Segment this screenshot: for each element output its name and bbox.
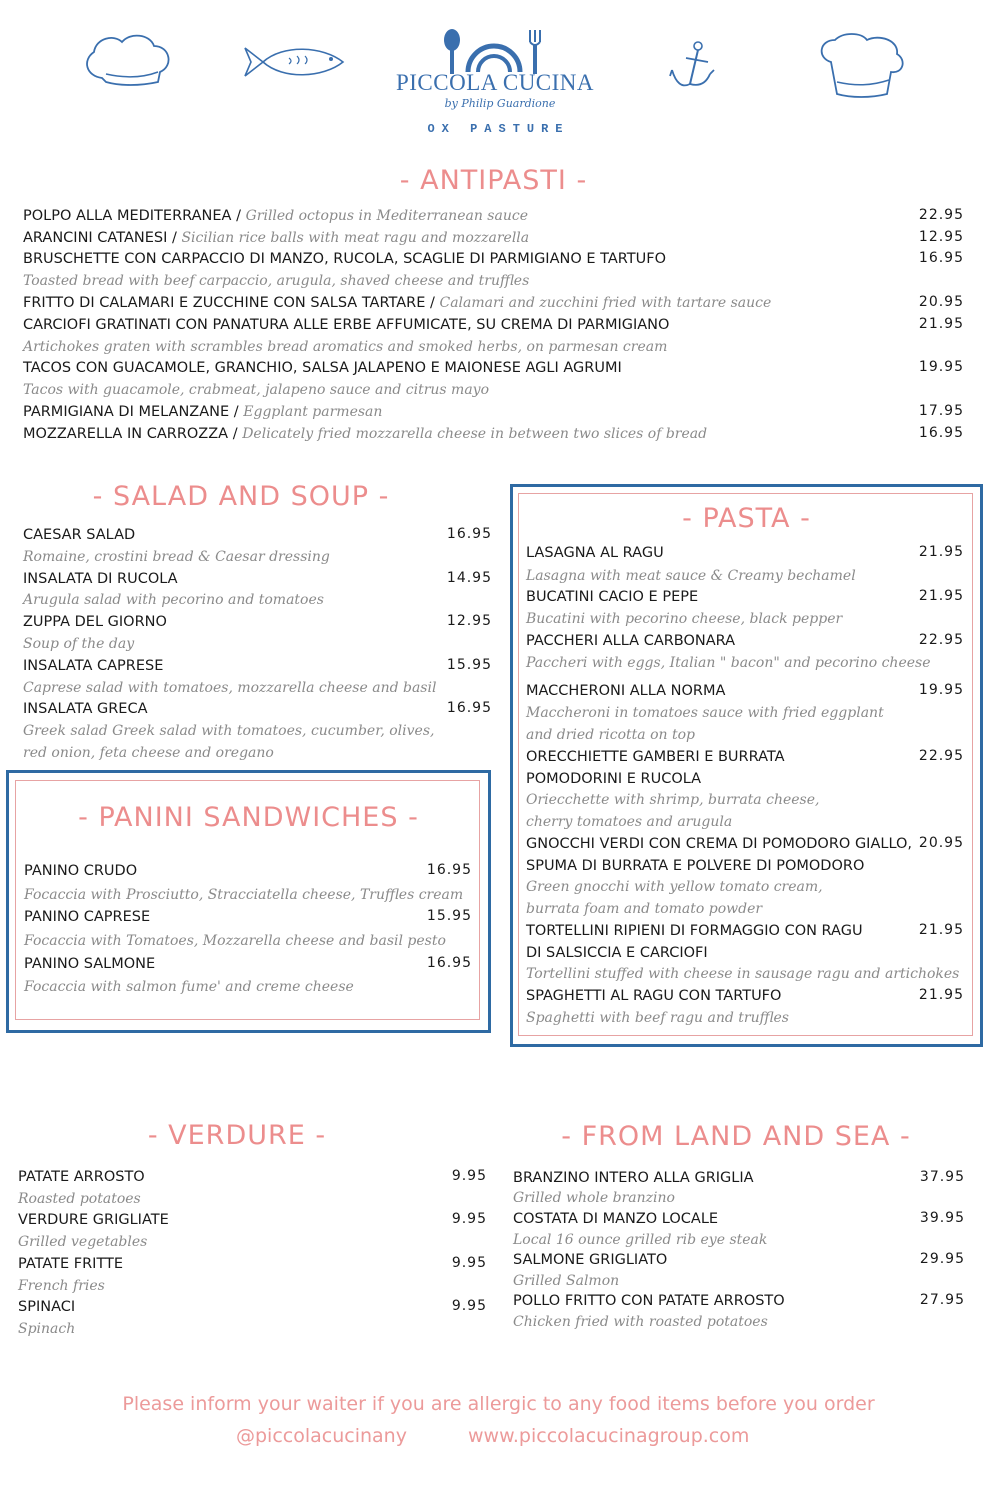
- item-description: burrata foam and tomato powder: [526, 901, 763, 917]
- logo-title: PICCOLA CUCINA: [395, 70, 595, 95]
- menu-item-description: [526, 964, 959, 984]
- menu-item: [526, 681, 725, 701]
- item-description: Soup of the day: [23, 636, 135, 652]
- item-price: 21.95: [918, 922, 964, 938]
- item-name: TORTELLINI RIPIENI DI FORMAGGIO CON RAGU: [526, 923, 863, 939]
- menu-item: [513, 1291, 785, 1311]
- item-price: 16.95: [918, 250, 964, 266]
- item-price: 22.95: [918, 207, 964, 223]
- menu-item-description: [23, 721, 434, 741]
- item-price: 27.95: [919, 1292, 965, 1308]
- item-description: Delicately fried mozzarella cheese in between two slices of bread: [242, 426, 708, 442]
- item-name: BRANZINO INTERO ALLA GRIGLIA: [513, 1170, 754, 1186]
- menu-item-description: [513, 1271, 619, 1291]
- item-description: Calamari and zucchini fried with tartare sauce: [439, 295, 772, 311]
- item-price: 16.95: [426, 955, 472, 971]
- item-name: MACCHERONI ALLA NORMA: [526, 683, 726, 699]
- item-description: cherry tomatoes and arugula: [526, 814, 733, 830]
- item-description: Arugula salad with pecorino and tomatoes: [23, 592, 324, 608]
- item-name: ZUPPA DEL GIORNO: [23, 614, 167, 630]
- item-name: PARMIGIANA DI MELANZANE /: [23, 404, 244, 420]
- menu-item-description: [23, 743, 274, 763]
- menu-item: [526, 943, 708, 963]
- item-price: 17.95: [918, 403, 964, 419]
- item-description: red onion, feta cheese and oregano: [23, 745, 274, 761]
- item-name: PANINO CAPRESE: [24, 909, 151, 925]
- item-name: ORECCHIETTE GAMBERI E BURRATA: [526, 749, 785, 765]
- item-price: 16.95: [918, 425, 964, 441]
- item-name: POMODORINI E RUCOLA: [526, 771, 702, 787]
- item-name: PACCHERI ALLA CARBONARA: [526, 633, 736, 649]
- item-price: 22.95: [918, 632, 964, 648]
- item-description: Grilled octopus in Mediterranean sauce: [245, 208, 528, 224]
- item-description: Local 16 ounce grilled rib eye steak: [513, 1232, 768, 1248]
- item-price: 20.95: [918, 835, 964, 851]
- item-description: Greek salad Greek salad with tomatoes, cucumber, olives,: [23, 723, 435, 739]
- antipasti-title: - ANTIPASTI -: [399, 165, 588, 196]
- item-name: BUCATINI CACIO E PEPE: [526, 589, 699, 605]
- item-name: SALMONE GRIGLIATO: [513, 1252, 668, 1268]
- item-price: 39.95: [919, 1210, 965, 1226]
- item-description: Eggplant parmesan: [243, 404, 383, 420]
- item-name: ARANCINI CATANESI /: [23, 230, 182, 246]
- menu-item-description: [526, 877, 823, 897]
- item-price: 15.95: [426, 908, 472, 924]
- menu-item-description: [23, 337, 667, 357]
- item-price: 16.95: [446, 700, 492, 716]
- item-name: FRITTO DI CALAMARI E ZUCCHINE CON SALSA TARTARE /: [23, 295, 440, 311]
- item-description: Lasagna with meat sauce & Creamy bechamel: [526, 568, 856, 584]
- utensils-plate-icon: [438, 28, 550, 76]
- item-description: Romaine, crostini bread & Caesar dressing: [23, 549, 330, 565]
- item-price: 16.95: [446, 526, 492, 542]
- menu-item: [23, 424, 707, 444]
- menu-item-description: [526, 703, 884, 723]
- menu-item: [526, 921, 863, 941]
- item-description: Sicilian rice balls with meat ragu and mozzarella: [181, 230, 530, 246]
- item-description: Spinach: [18, 1321, 76, 1337]
- menu-item: [513, 1250, 667, 1270]
- menu-item-description: [526, 653, 931, 673]
- menu-item: [23, 612, 167, 632]
- item-description: Roasted potatoes: [18, 1191, 141, 1207]
- item-description: Chicken fried with roasted potatoes: [513, 1314, 768, 1330]
- menu-item-description: [526, 812, 732, 832]
- item-name: PANINO SALMONE: [24, 956, 156, 972]
- item-name: VERDURE GRIGLIATE: [18, 1212, 169, 1228]
- fish-icon: [243, 42, 347, 82]
- salad-soup-title: - SALAD AND SOUP -: [92, 481, 390, 512]
- instagram-handle[interactable]: @piccolacucinany: [236, 1425, 407, 1447]
- menu-item: [526, 747, 785, 767]
- item-description: Paccheri with eggs, Italian " bacon" and pecorino cheese: [526, 655, 931, 671]
- item-description: Green gnocchi with yellow tomato cream,: [526, 879, 823, 895]
- website-link[interactable]: www.piccolacucinagroup.com: [468, 1425, 750, 1447]
- chef-hat-icon: [80, 30, 175, 90]
- menu-item-description: [18, 1276, 105, 1296]
- menu-item: [23, 315, 669, 335]
- chef-hat-icon: [815, 32, 910, 98]
- menu-item: [526, 986, 781, 1006]
- menu-item: [23, 206, 528, 226]
- item-description: Caprese salad with tomatoes, mozzarella cheese and basil: [23, 680, 437, 696]
- menu-item: [513, 1209, 718, 1229]
- item-price: 14.95: [446, 570, 492, 586]
- item-name: BRUSCHETTE CON CARPACCIO DI MANZO, RUCOLA, SCAGLIE DI PARMIGIANO E TARTUFO: [23, 251, 667, 267]
- menu-item-description: [18, 1189, 141, 1209]
- item-price: 9.95: [451, 1168, 487, 1184]
- item-name: GNOCCHI VERDI CON CREMA DI POMODORO GIALLO,: [526, 836, 913, 852]
- land-sea-title: - FROM LAND AND SEA -: [561, 1121, 911, 1152]
- item-description: Tacos with guacamole, crabmeat, jalapeno sauce and citrus mayo: [23, 382, 490, 398]
- item-price: 9.95: [451, 1211, 487, 1227]
- item-price: 29.95: [919, 1251, 965, 1267]
- menu-item-description: [24, 885, 463, 905]
- item-price: 21.95: [918, 987, 964, 1003]
- item-price: 15.95: [446, 657, 492, 673]
- item-name: TACOS CON GUACAMOLE, GRANCHIO, SALSA JALAPENO E MAIONESE AGLI AGRUMI: [23, 360, 622, 376]
- item-price: 12.95: [918, 229, 964, 245]
- item-description: Grilled vegetables: [18, 1234, 148, 1250]
- item-description: Grilled Salmon: [513, 1273, 620, 1289]
- item-name: POLLO FRITTO CON PATATE ARROSTO: [513, 1293, 785, 1309]
- menu-item-description: [526, 790, 819, 810]
- item-description: Artichokes graten with scrambles bread aromatics and smoked herbs, on parmesan cream: [23, 339, 668, 355]
- item-price: 20.95: [918, 294, 964, 310]
- item-name: LASAGNA AL RAGU: [526, 545, 664, 561]
- menu-item-description: [24, 931, 446, 951]
- item-description: Oriecchette with shrimp, burrata cheese,: [526, 792, 820, 808]
- menu-item: [23, 402, 382, 422]
- item-name: MOZZARELLA IN CARROZZA /: [23, 426, 243, 442]
- menu-item: [23, 656, 163, 676]
- item-name: PATATE ARROSTO: [18, 1169, 145, 1185]
- menu-item: [24, 954, 155, 974]
- item-description: French fries: [18, 1278, 105, 1294]
- item-name: SPAGHETTI AL RAGU CON TARTUFO: [526, 988, 782, 1004]
- menu-item-description: [23, 271, 529, 291]
- item-name: SPINACI: [18, 1299, 76, 1315]
- item-description: Spaghetti with beef ragu and truffles: [526, 1010, 789, 1026]
- menu-item-description: [18, 1319, 75, 1339]
- menu-item-description: [526, 1008, 789, 1028]
- menu-item-description: [23, 634, 134, 654]
- item-price: 21.95: [918, 316, 964, 332]
- item-name: CARCIOFI GRATINATI CON PANATURA ALLE ERBE AFFUMICATE, SU CREMA DI PARMIGIANO: [23, 317, 670, 333]
- menu-item-description: [526, 725, 695, 745]
- menu-item: [24, 861, 137, 881]
- menu-item: [23, 293, 771, 313]
- menu-item: [23, 228, 529, 248]
- menu-item: [23, 525, 135, 545]
- item-description: Tortellini stuffed with cheese in sausage ragu and artichokes: [526, 966, 960, 982]
- menu-item-description: [513, 1312, 768, 1332]
- menu-item: [23, 358, 622, 378]
- item-description: Maccheroni in tomatoes sauce with fried eggplant: [526, 705, 884, 721]
- menu-item-description: [23, 678, 436, 698]
- menu-item: [526, 856, 864, 876]
- menu-item: [18, 1254, 123, 1274]
- item-name: POLPO ALLA MEDITERRANEA /: [23, 208, 246, 224]
- panini-title: - PANINI SANDWICHES -: [78, 802, 419, 833]
- verdure-title: - VERDURE -: [147, 1120, 327, 1151]
- menu-item-description: [23, 380, 489, 400]
- item-description: Focaccia with Tomatoes, Mozzarella cheese and basil pesto: [24, 933, 446, 949]
- item-name: PANINO CRUDO: [24, 863, 138, 879]
- menu-item-description: [513, 1188, 675, 1208]
- item-price: 21.95: [918, 588, 964, 604]
- menu-item: [24, 907, 150, 927]
- menu-item-description: [23, 547, 330, 567]
- item-description: Grilled whole branzino: [513, 1190, 675, 1206]
- menu-item-description: [513, 1230, 767, 1250]
- item-price: 37.95: [919, 1169, 965, 1185]
- item-name: INSALATA DI RUCOLA: [23, 571, 178, 587]
- item-name: INSALATA GRECA: [23, 701, 148, 717]
- menu-item: [526, 543, 664, 563]
- item-name: COSTATA DI MANZO LOCALE: [513, 1211, 719, 1227]
- item-price: 19.95: [918, 682, 964, 698]
- menu-item: [23, 569, 178, 589]
- item-description: Bucatini with pecorino cheese, black pepper: [526, 611, 843, 627]
- item-price: 19.95: [918, 359, 964, 375]
- item-description: Focaccia with salmon fume' and creme cheese: [24, 979, 354, 995]
- item-description: Toasted bread with beef carpaccio, arugula, shaved cheese and truffles: [23, 273, 530, 289]
- item-description: Focaccia with Prosciutto, Stracciatella cheese, Truffles cream: [24, 887, 464, 903]
- menu-item: [526, 834, 912, 854]
- allergy-notice: Please inform your waiter if you are allergic to any food items before you order: [122, 1393, 875, 1415]
- anchor-icon: [668, 40, 718, 92]
- item-price: 16.95: [426, 862, 472, 878]
- menu-item-description: [526, 566, 856, 586]
- menu-item: [18, 1297, 75, 1317]
- logo-subtitle: OX PASTURE: [427, 122, 570, 136]
- item-name: CAESAR SALAD: [23, 527, 136, 543]
- menu-item: [513, 1168, 754, 1188]
- pasta-title: - PASTA -: [682, 503, 811, 534]
- item-name: DI SALSICCIA E CARCIOFI: [526, 945, 708, 961]
- menu-item: [23, 699, 148, 719]
- menu-item: [18, 1210, 169, 1230]
- item-price: 9.95: [451, 1298, 487, 1314]
- menu-item: [526, 587, 698, 607]
- menu-item-description: [23, 590, 324, 610]
- logo-script: by Philip Guardione: [444, 97, 556, 110]
- item-price: 12.95: [446, 613, 492, 629]
- menu-item: [23, 249, 666, 269]
- menu-item: [526, 631, 735, 651]
- menu-item-description: [18, 1232, 147, 1252]
- menu-item-description: [24, 977, 354, 997]
- item-description: and dried ricotta on top: [526, 727, 696, 743]
- menu-item: [526, 769, 701, 789]
- item-price: 21.95: [918, 544, 964, 560]
- item-price: 9.95: [451, 1255, 487, 1271]
- item-name: INSALATA CAPRESE: [23, 658, 164, 674]
- item-price: 22.95: [918, 748, 964, 764]
- menu-item: [18, 1167, 145, 1187]
- item-name: PATATE FRITTE: [18, 1256, 124, 1272]
- item-name: SPUMA DI BURRATA E POLVERE DI POMODORO: [526, 858, 865, 874]
- menu-item-description: [526, 899, 762, 919]
- menu-item-description: [526, 609, 842, 629]
